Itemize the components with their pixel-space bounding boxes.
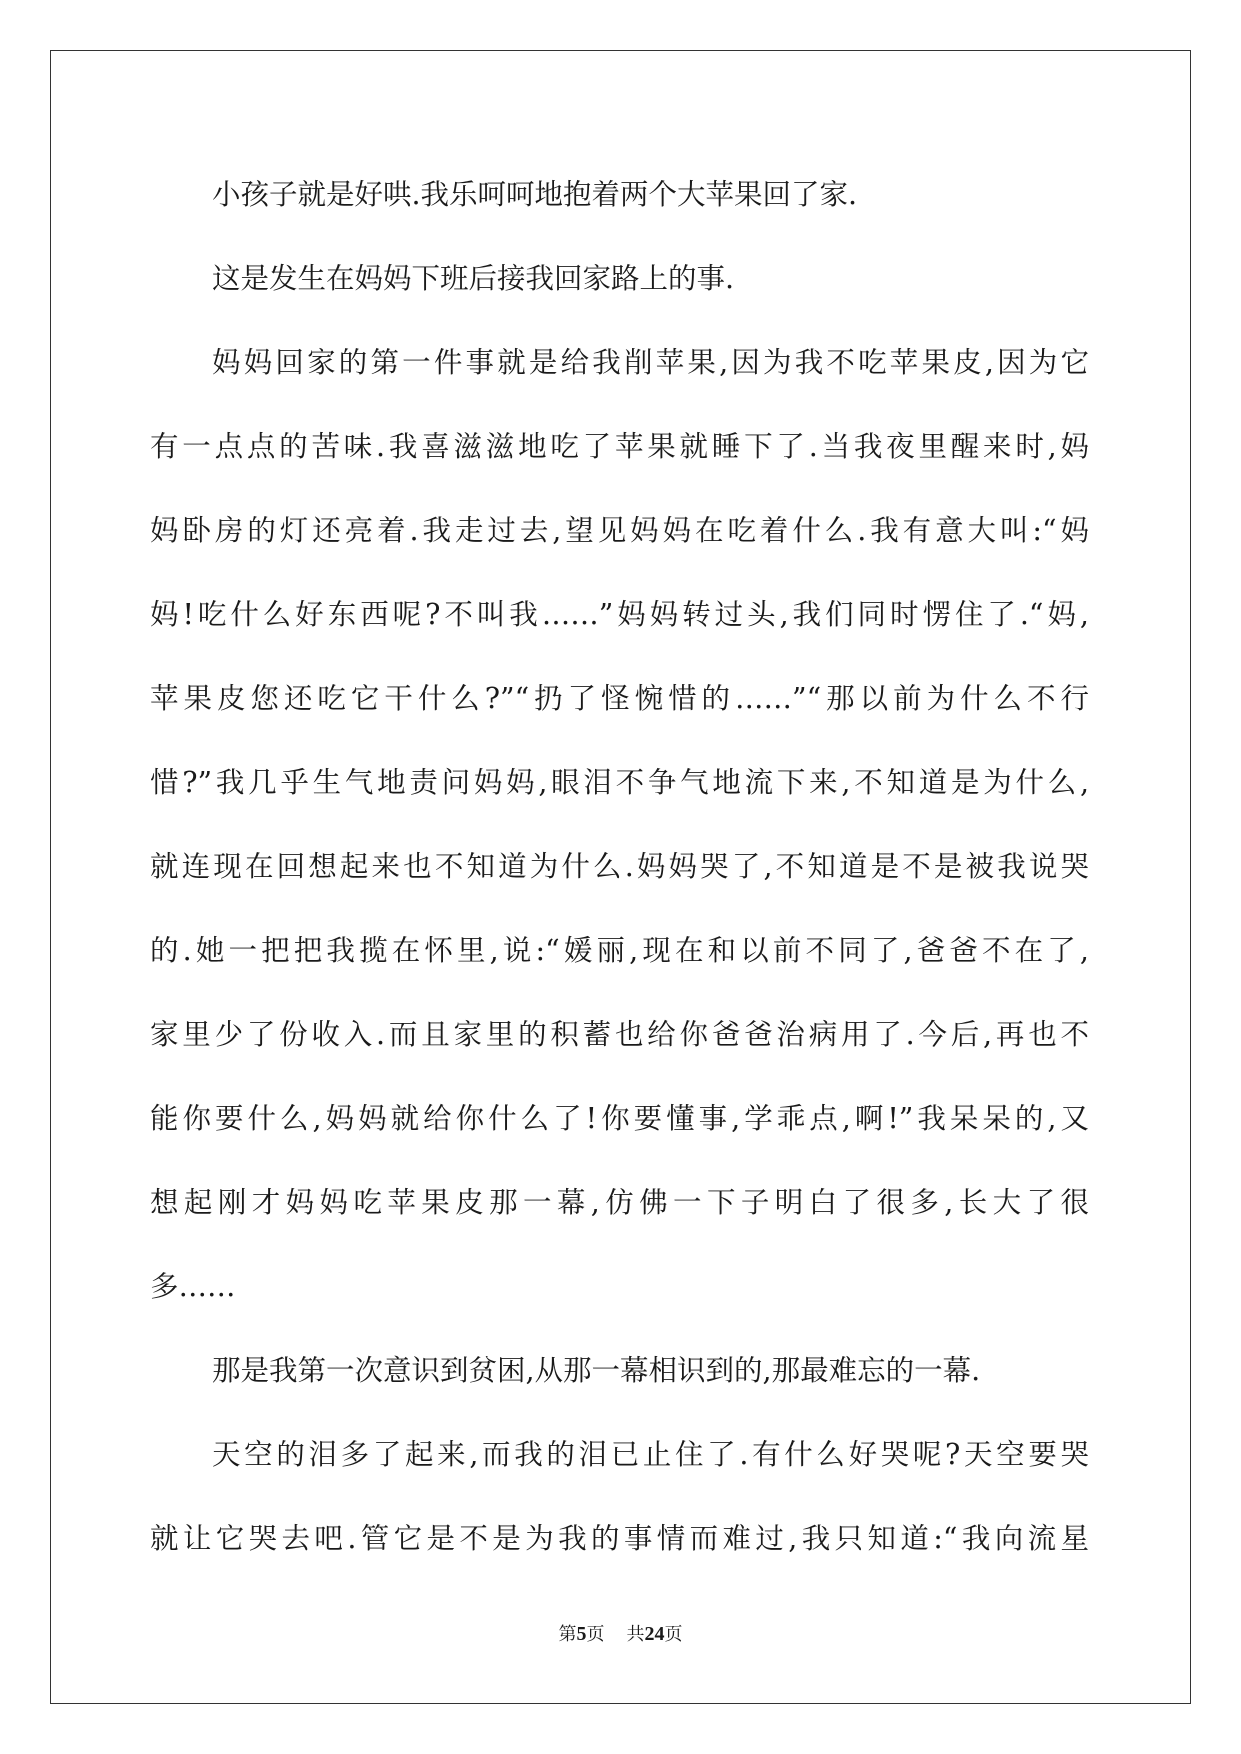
text-line: 有一点点的苦味.我喜滋滋地吃了苹果就睡下了.当我夜里醒来时,妈 <box>150 430 1089 463</box>
text-line: 能你要什么,妈妈就给你什么了!你要懂事,学乖点,啊!”我呆呆的,又 <box>150 1102 1089 1135</box>
text-line: 妈卧房的灯还亮着.我走过去,望见妈妈在吃着什么.我有意大叫:“妈 <box>150 514 1089 547</box>
document-body <box>150 170 1089 1598</box>
text-line: 惜?”我几乎生气地责问妈妈,眼泪不争气地流下来,不知道是为什么, <box>150 766 1089 799</box>
text-line: 妈!吃什么好东西呢?不叫我……”妈妈转过头,我们同时愣住了.“妈, <box>150 598 1089 631</box>
footer-total-prefix: 共 <box>626 1624 645 1645</box>
text-line: 的.她一把把我揽在怀里,说:“媛丽,现在和以前不同了,爸爸不在了, <box>150 934 1089 967</box>
total-page-number: 24 <box>644 1623 665 1645</box>
text-line: 苹果皮您还吃它干什么?”“扔了怪惋惜的……”“那以前为什么不行 <box>150 682 1089 715</box>
text-line: 想起刚才妈妈吃苹果皮那一幕,仿佛一下子明白了很多,长大了很 <box>150 1186 1089 1219</box>
text-line: 妈妈回家的第一件事就是给我削苹果,因为我不吃苹果皮,因为它 <box>212 346 1089 379</box>
text-line: 小孩子就是好哄.我乐呵呵地抱着两个大苹果回了家. <box>212 178 858 211</box>
text-line: 天空的泪多了起来,而我的泪已止住了.有什么好哭呢?天空要哭 <box>212 1438 1089 1471</box>
footer-page-suffix: 页 <box>586 1624 605 1645</box>
page-footer <box>0 1622 1241 1647</box>
text-line: 家里少了份收入.而且家里的积蓄也给你爸爸治病用了.今后,再也不 <box>150 1018 1089 1051</box>
footer-total-suffix: 页 <box>664 1624 683 1645</box>
text-line: 就让它哭去吧.管它是不是为我的事情而难过,我只知道:“我向流星 <box>150 1522 1089 1555</box>
text-line: 这是发生在妈妈下班后接我回家路上的事. <box>212 262 735 295</box>
text-line: 多…… <box>150 1270 236 1303</box>
text-line: 就连现在回想起来也不知道为什么.妈妈哭了,不知道是不是被我说哭 <box>150 850 1089 883</box>
current-page-number: 5 <box>576 1623 587 1645</box>
footer-prefix: 第 <box>558 1624 577 1645</box>
text-line: 那是我第一次意识到贫困,从那一幕相识到的,那最难忘的一幕. <box>212 1354 981 1387</box>
